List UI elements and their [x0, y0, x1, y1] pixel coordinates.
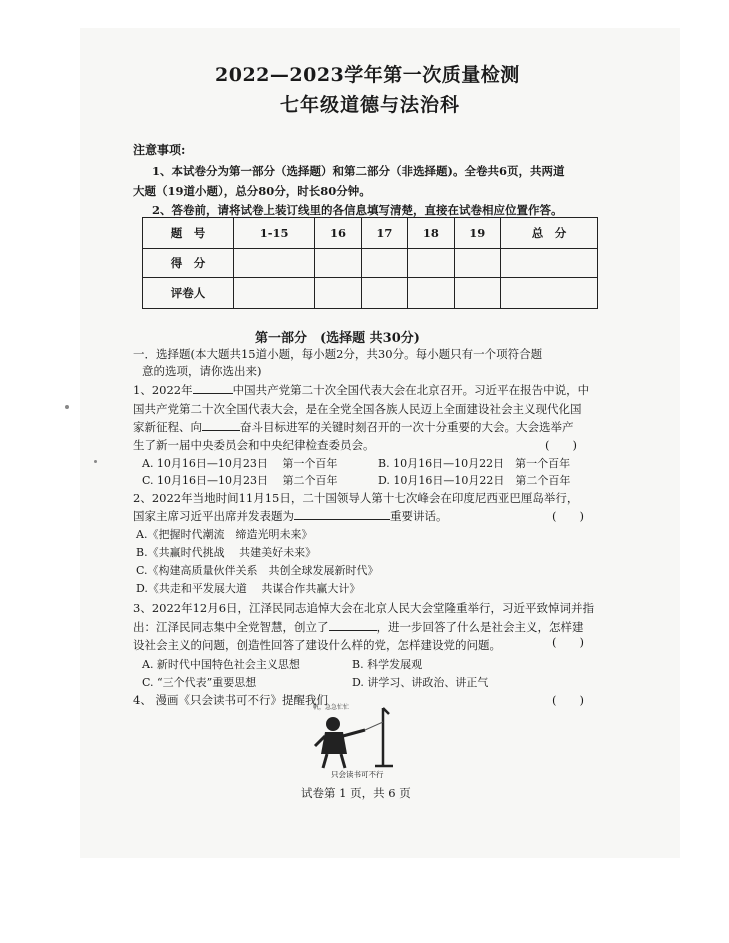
q1-line-1 [133, 382, 589, 398]
cartoon-caption: 只会读书可不行 [331, 770, 384, 779]
score-cell[interactable] [501, 249, 598, 278]
q2-option-c[interactable]: C.《构建高质量伙伴关系 共创全球发展新时代》 [136, 564, 379, 577]
q1-answer-paren[interactable]: ( ) [545, 438, 577, 452]
score-table-header-label: 题 号 [143, 218, 234, 249]
q3-option-b[interactable]: B. 科学发展观 [352, 658, 423, 671]
q1-option-a[interactable]: A. 10月16日—10月23日 第一个百年 [142, 457, 338, 470]
cartoon-string [365, 722, 383, 730]
q2-line-2-end: 重要讲话。 [390, 509, 448, 523]
q3-line-2 [133, 619, 584, 635]
score-cell[interactable] [361, 249, 407, 278]
cartoon-top-text: 帆，急急忙忙 [313, 704, 350, 711]
q2-option-a[interactable]: A.《把握时代潮流 缔造光明未来》 [136, 528, 313, 541]
q2-blank[interactable] [294, 509, 390, 520]
q1-line-1-start: 1、2022年 [133, 383, 193, 397]
score-row-label: 得 分 [143, 249, 234, 278]
cartoon-drawing [303, 700, 413, 780]
q3-blank[interactable] [329, 620, 377, 631]
q3-line-1: 3、2022年12月6日，江泽民同志追悼大会在北京人民大会堂隆重举行，习近平致悼词并指 [133, 601, 595, 615]
grader-cell[interactable] [361, 278, 407, 309]
q1-option-b[interactable]: B. 10月16日—10月22日 第一个百年 [378, 457, 571, 470]
score-table-col-3: 17 [361, 218, 407, 249]
notice-heading: 注意事项: [133, 143, 186, 157]
score-table-col-5: 19 [454, 218, 500, 249]
score-table-col-2: 16 [315, 218, 361, 249]
score-cell[interactable] [315, 249, 361, 278]
q4-answer-paren[interactable]: ( ) [552, 693, 584, 707]
score-cell[interactable] [454, 249, 500, 278]
grader-cell[interactable] [234, 278, 315, 309]
q3-line-3: 设社会主义的问题，创造性回答了建设什么样的党，怎样建设党的问题。 [133, 638, 501, 652]
q1-blank-2[interactable] [202, 420, 240, 431]
scan-speck [65, 405, 69, 409]
q1-option-d[interactable]: D. 10月16日—10月22日 第二个百年 [378, 474, 571, 487]
exam-title: 2022—2023学年第一次质量检测 [215, 64, 520, 86]
q3-option-d[interactable]: D. 讲学习、讲政治、讲正气 [352, 676, 489, 689]
notice-item-1-line-1: 1、本试卷分为第一部分（选择题）和第二部分（非选择题)。全卷共6页，共两道 [152, 164, 565, 178]
cartoon-image [303, 700, 413, 780]
q1-line-1-end: 中国共产党第二十次全国代表大会在北京召开。习近平在报告中说，中 [232, 383, 590, 397]
q3-option-c[interactable]: C. “三个代表”重要思想 [142, 676, 257, 689]
grader-cell[interactable] [454, 278, 500, 309]
q1-line-4: 生了新一届中央委员会和中央纪律检查委员会。 [133, 438, 375, 452]
grader-row-label: 评卷人 [143, 278, 234, 309]
q1-option-c[interactable]: C. 10月16日—10月23日 第二个百年 [142, 474, 338, 487]
score-cell[interactable] [408, 249, 454, 278]
q3-line-2-start: 出：江泽民同志集中全党智慧，创立了 [133, 620, 329, 634]
q1-line-3 [133, 419, 574, 435]
q2-option-d[interactable]: D.《共走和平发展大道 共谋合作共赢大计》 [136, 582, 361, 595]
q2-line-2-start: 国家主席习近平出席并发表题为 [133, 509, 294, 523]
q2-line-2 [133, 508, 448, 524]
part-1-intro-line-1: 一．选择题(本大题共15道小题，每小题2分，共30分。每小题只有一个项符合题 [133, 347, 543, 361]
notice-item-1-line-2: 大题（19道小题），总分80分，时长80分钟。 [133, 184, 371, 198]
notice-item-2: 2、答卷前，请将试卷上装订线里的各信息填写清楚，直接在试卷相应位置作答。 [152, 203, 563, 217]
q2-answer-paren[interactable]: ( ) [552, 509, 584, 523]
grader-cell[interactable] [501, 278, 598, 309]
grader-cell[interactable] [315, 278, 361, 309]
q3-option-a[interactable]: A. 新时代中国特色社会主义思想 [142, 658, 300, 671]
grader-cell[interactable] [408, 278, 454, 309]
score-table [142, 217, 598, 309]
exam-subject-title: 七年级道德与法治科 [280, 94, 461, 116]
score-table-col-6: 总 分 [501, 218, 598, 249]
part-1-title: 第一部分 (选择题 共30分) [255, 331, 420, 346]
q1-line-2: 国共产党第二十次全国代表大会，是在全党全国各族人民迈上全面建设社会主义现代化国 [133, 402, 582, 416]
q4-line-1: 4、 漫画《只会读书可不行》提醒我们 [133, 693, 328, 707]
cartoon-person-legs [323, 754, 345, 768]
scan-speck [94, 460, 97, 463]
q1-blank-1[interactable] [193, 383, 233, 394]
q2-line-1: 2、2022年当地时间11月15日，二十国领导人第十七次峰会在印度尼西亚巴厘岛举行， [133, 491, 579, 505]
page-footer: 试卷第 1 页，共 6 页 [301, 786, 411, 800]
cartoon-pole [375, 708, 393, 766]
q2-option-b[interactable]: B.《共赢时代挑战 共建美好未来》 [136, 546, 317, 559]
score-table-col-1: 1-15 [234, 218, 315, 249]
cartoon-person-head [326, 717, 340, 731]
part-1-intro-line-2: 意的选项，请你选出来) [142, 364, 262, 378]
q1-line-3-start: 家新征程、向 [133, 420, 202, 434]
q3-line-2-end: ，进一步回答了什么是社会主义，怎样建 [376, 620, 584, 634]
score-table-col-4: 18 [408, 218, 454, 249]
q1-line-3-end: 奋斗目标进军的关键时刻召开的一次十分重要的大会。大会选举产 [240, 420, 574, 434]
q3-answer-paren[interactable]: ( ) [552, 635, 584, 649]
score-cell[interactable] [234, 249, 315, 278]
cartoon-person-arm [343, 730, 365, 736]
